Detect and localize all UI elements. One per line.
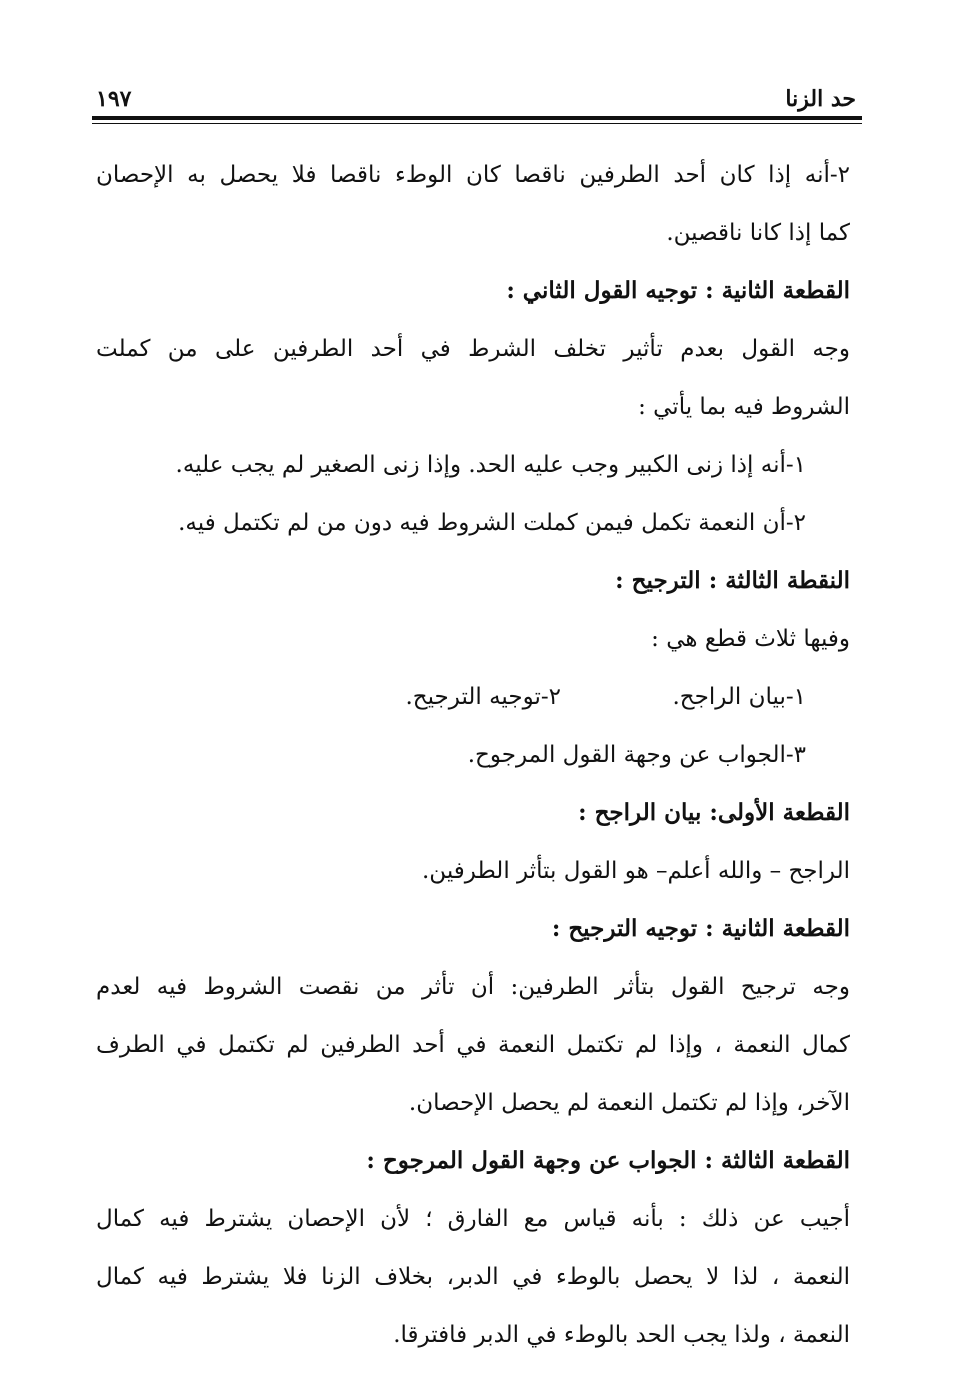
page-number: ١٩٧ — [96, 86, 132, 112]
section-heading: القطعة الثانية : توجيه الترجيح : — [551, 915, 850, 942]
header-rule-thin — [92, 123, 862, 124]
list-item: ١-أنه إذا زنى الكبير وجب عليه الحد. وإذا زنى الصغير لم يجب عليه. — [175, 452, 806, 478]
page-body — [96, 146, 850, 1364]
paragraph-line: الآخر، وإذا لم تكتمل النعمة لم يحصل الإحصان. — [408, 1090, 850, 1116]
paragraph-line: وجه ترجيح القول بتأثر الطرفين: أن تأثر من نقصت الشروط فيه لعدم — [96, 974, 850, 1000]
header-rule-thick — [92, 116, 862, 120]
list-row — [96, 668, 850, 726]
paragraph-line: وجه القول بعدم تأثير تخلف الشرط في أحد الطرفين على من كملت — [96, 336, 850, 362]
section-heading: القطعة الثالثة : الجواب عن وجهة القول المرجوح : — [366, 1147, 850, 1174]
paragraph-line: وفيها ثلاث قطع هي : — [651, 626, 850, 652]
section-heading: النقطة الثالثة : الترجيح : — [615, 567, 850, 594]
paragraph-line: ٢-أنه إذا كان أحد الطرفين ناقصا كان الوطء ناقصا فلا يحصل به الإحصان — [96, 162, 850, 188]
list-item: ٣-الجواب عن وجهة القول المرجوح. — [467, 742, 806, 768]
paragraph-line: كمال النعمة ، وإذا لم تكتمل النعمة في أحد الطرفين لم تكتمل في الطرف — [96, 1032, 850, 1058]
paragraph-line: الشروط فيه بما يأتي : — [638, 394, 850, 420]
paragraph-line: النعمة ، ولذا يجب الحد بالوطء في الدبر فافترقا. — [393, 1322, 850, 1348]
list-item: ١-بيان الراجح. — [672, 684, 806, 710]
paragraph-line: الراجح – والله أعلم– هو القول بتأثر الطرفين. — [422, 858, 850, 884]
running-title: حد الزنا — [785, 86, 856, 112]
page-header — [92, 78, 862, 124]
section-heading: القطعة الأولى: بيان الراجح : — [578, 799, 850, 826]
section-heading: القطعة الثانية : توجيه القول الثاني : — [506, 277, 850, 304]
list-item: ٢-توجيه الترجيح. — [405, 684, 561, 710]
paragraph-line: أجيب عن ذلك : بأنه قياس مع الفارق ؛ لأن الإحصان يشترط فيه كمال — [96, 1206, 850, 1232]
paragraph-line: كما إذا كانا ناقصين. — [666, 220, 850, 246]
paragraph-line: النعمة ، لذا لا يحصل بالوطء في الدبر، بخلاف الزنا فلا يشترط فيه كمال — [96, 1264, 850, 1290]
list-item: ٢-أن النعمة تكمل فيمن كملت الشروط فيه دون من لم تكتمل فيه. — [178, 510, 806, 536]
